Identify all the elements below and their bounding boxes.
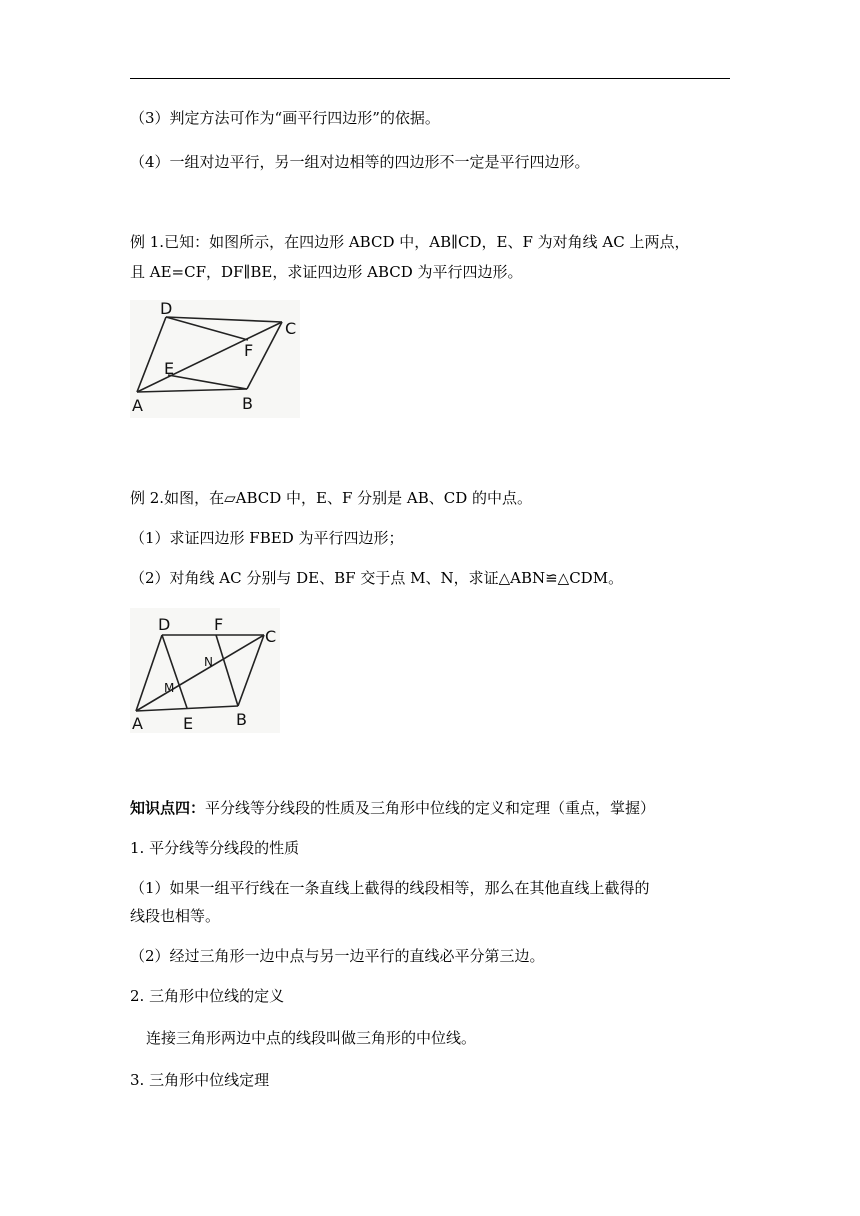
label-F: F [214,615,224,634]
example-1-line: 例 1.已知：如图所示，在四边形 ABCD 中，AB∥CD，E、F 为对角线 AC 上两点， [130,233,690,251]
text-line: （2）经过三角形一边中点与另一边平行的直线必平分第三边。 [130,947,545,965]
segment-AC [136,635,264,711]
example-2-line: 例 2.如图，在▱ABCD 中，E、F 分别是 AB、CD 的中点。 [130,489,533,507]
segment-FB [216,635,238,706]
label-N: N [204,655,213,669]
label-C: C [285,319,297,338]
figure-1-parallelogram [130,300,300,418]
segment-AC [137,322,282,392]
label-M: M [164,681,175,695]
header-rule [130,78,730,79]
section-heading: 1. 平分线等分线段的性质 [130,839,300,857]
segment-BC [238,635,264,706]
section-heading: 2. 三角形中位线的定义 [130,987,285,1005]
label-A: A [132,396,143,415]
label-C: C [265,627,277,646]
example-2-line: （2）对角线 AC 分别与 DE、BF 交于点 M、N，求证△ABN≌△CDM。 [130,569,624,587]
section-heading: 3. 三角形中位线定理 [130,1071,270,1089]
segment-EB [168,375,247,389]
label-E: E [183,714,194,733]
knowledge-point-title: 平分线等分线段的性质及三角形中位线的定义和定理（重点，掌握） [205,799,656,817]
text-line: 连接三角形两边中点的线段叫做三角形的中位线。 [146,1029,477,1047]
example-2-line: （1）求证四边形 FBED 为平行四边形； [130,529,404,547]
example-1-line: 且 AE=CF，DF∥BE，求证四边形 ABCD 为平行四边形。 [130,263,523,281]
label-A: A [132,714,143,733]
text-line: （1）如果一组平行线在一条直线上截得的线段相等，那么在其他直线上截得的 [130,879,650,897]
segment-DE [162,635,187,708]
label-D: D [158,615,171,634]
figure-2-parallelogram [130,608,280,733]
label-D: D [160,300,173,318]
label-F: F [244,341,254,360]
text-line: 线段也相等。 [130,907,221,925]
text-line: （4）一组对边平行，另一组对边相等的四边形不一定是平行四边形。 [130,153,590,171]
text-line: （3）判定方法可作为“画平行四边形”的依据。 [130,109,440,127]
knowledge-point-4-heading [130,798,740,818]
label-E: E [164,359,175,378]
label-B: B [242,394,253,413]
segment-AB [137,389,247,392]
label-B: B [236,710,247,729]
segment-DA [136,635,162,711]
knowledge-point-label: 知识点四： [130,799,206,817]
